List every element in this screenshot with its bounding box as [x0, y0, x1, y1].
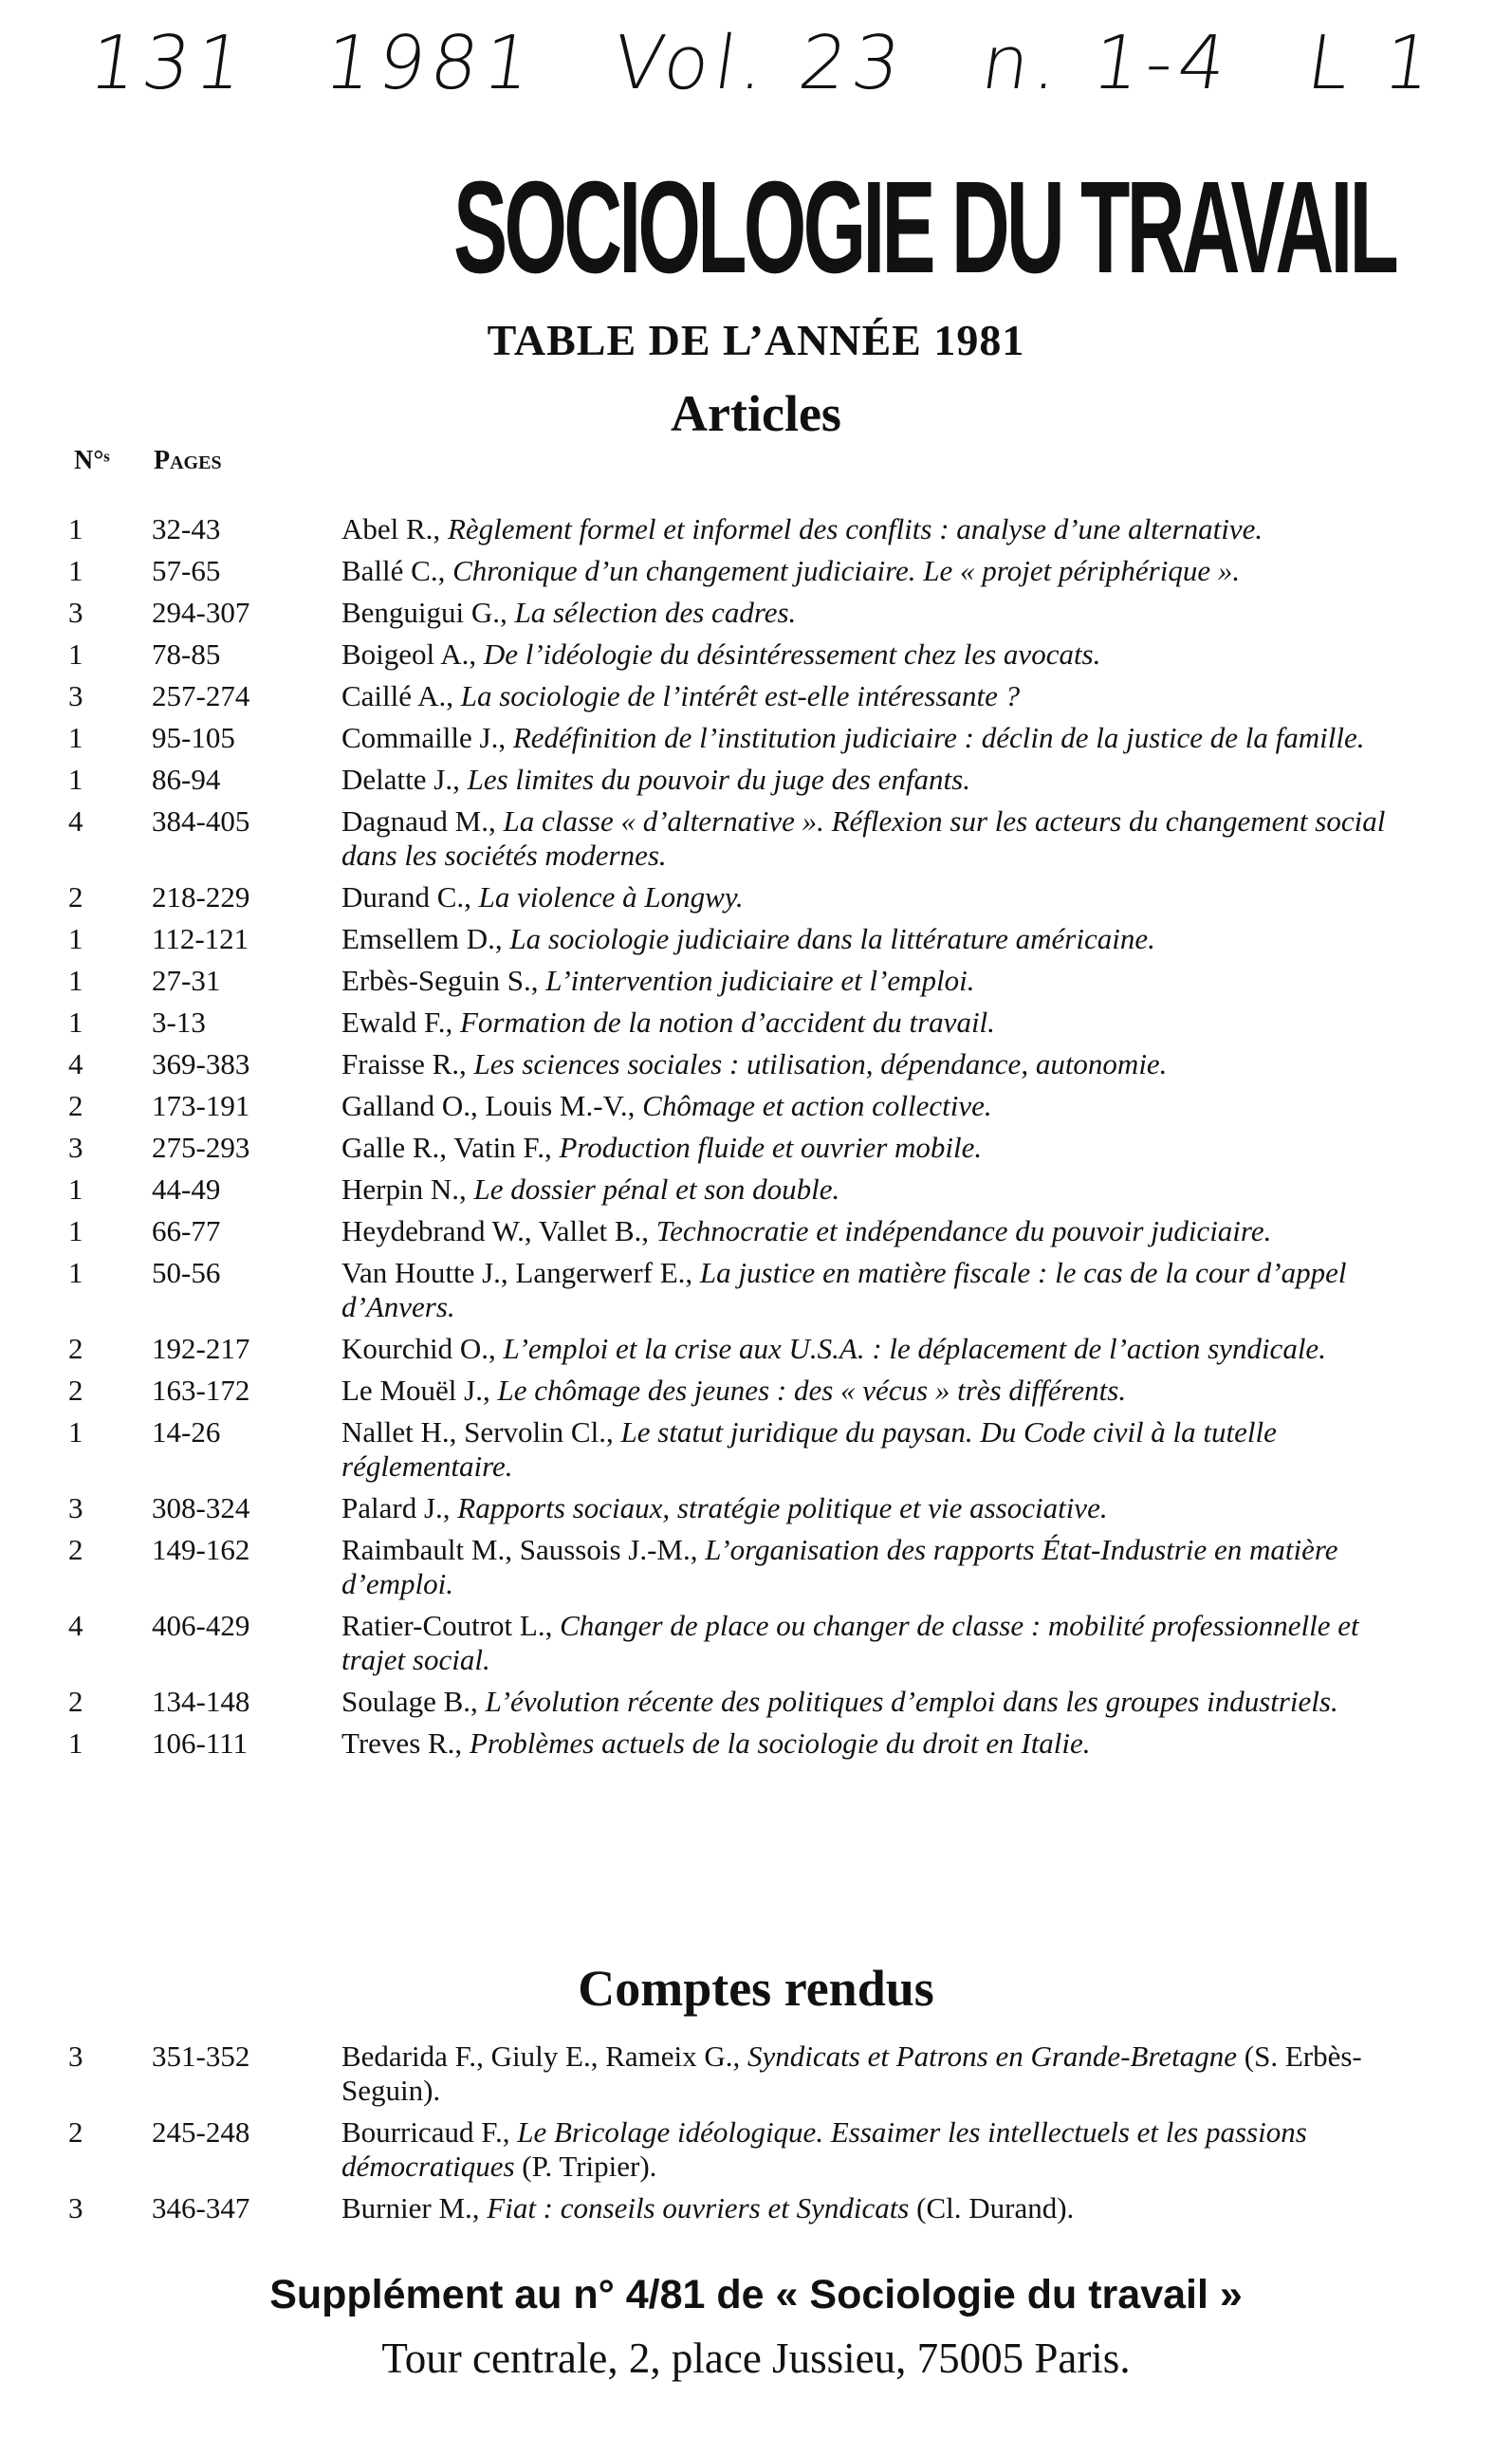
- page-range: 192-217: [152, 1332, 250, 1365]
- entry-authors: Bedarida F., Giuly E., Rameix G.,: [341, 2040, 741, 2073]
- article-row: [0, 880, 1512, 914]
- entry-text: [341, 964, 1423, 998]
- article-row: [0, 637, 1512, 672]
- issue-number: 1: [68, 964, 83, 997]
- entry-text: [341, 1089, 1423, 1123]
- entry-title: Syndicats et Patrons en Grande-Bretagne: [747, 2040, 1237, 2073]
- entry-title: La violence à Longwy.: [478, 880, 744, 914]
- entry-title: Le dossier pénal et son double.: [473, 1172, 840, 1206]
- shelfmark-part: 131: [83, 21, 255, 106]
- entry-authors: Treves R.,: [341, 1726, 463, 1760]
- entry-text: [341, 1214, 1423, 1248]
- issue-number: 2: [68, 1533, 83, 1566]
- shelfmark-part: n. 1-4: [976, 21, 1238, 106]
- entry-authors: Emsellem D.,: [341, 922, 503, 955]
- article-row: [0, 596, 1512, 630]
- entry-authors: Ballé C.,: [341, 554, 446, 587]
- article-row: [0, 1172, 1512, 1207]
- entry-authors: Galle R., Vatin F.,: [341, 1131, 552, 1164]
- entry-text: [341, 1256, 1423, 1324]
- entry-text: [341, 2040, 1423, 2108]
- entry-text: [341, 1533, 1423, 1601]
- reviews-heading: Comptes rendus: [578, 1960, 934, 2017]
- entry-authors: Van Houtte J., Langerwerf E.,: [341, 1256, 693, 1289]
- footer-address: Tour centrale, 2, place Jussieu, 75005 Paris.: [381, 2335, 1131, 2382]
- review-row: [0, 2115, 1512, 2184]
- entry-text: [341, 1374, 1423, 1408]
- page-range: 106-111: [152, 1726, 249, 1760]
- entry-authors: Palard J.,: [341, 1491, 451, 1524]
- entry-title: La sociologie judiciaire dans la littérature américaine.: [509, 922, 1155, 955]
- entry-text: [341, 804, 1423, 873]
- issue-number: 4: [68, 1609, 83, 1642]
- article-row: [0, 512, 1512, 546]
- issue-number: 2: [68, 1374, 83, 1407]
- issue-number: 3: [68, 1131, 83, 1164]
- entry-authors: Kourchid O.,: [341, 1332, 496, 1365]
- entry-title: Chômage et action collective.: [642, 1089, 992, 1122]
- page-range: 112-121: [152, 922, 249, 955]
- issue-number: 2: [68, 1089, 83, 1122]
- page-range: 245-248: [152, 2115, 250, 2149]
- entry-text: [341, 1332, 1423, 1366]
- entry-title: Formation de la notion d’accident du travail.: [459, 1006, 995, 1039]
- entry-authors: Nallet H., Servolin Cl.,: [341, 1415, 614, 1449]
- entry-authors: Caillé A.,: [341, 679, 453, 712]
- entry-authors: Galland O., Louis M.-V.,: [341, 1089, 636, 1122]
- entry-title: Rapports sociaux, stratégie politique et vie associative.: [457, 1491, 1108, 1524]
- entry-title: Les sciences sociales : utilisation, dépendance, autonomie.: [473, 1047, 1168, 1080]
- entry-title: L’évolution récente des politiques d’emploi dans les groupes industriels.: [485, 1685, 1338, 1718]
- entry-title: La classe « d’alternative ». Réflexion sur les acteurs du changement social dans les sociétés modernes.: [341, 804, 1386, 872]
- entry-authors: Delatte J.,: [341, 763, 460, 796]
- issue-number: 1: [68, 554, 83, 587]
- article-row: [0, 1047, 1512, 1081]
- shelfmark-part: L 1: [1301, 21, 1444, 106]
- entry-title: Fiat : conseils ouvriers et Syndicats: [487, 2191, 910, 2224]
- article-row: [0, 1726, 1512, 1761]
- page-range: 163-172: [152, 1374, 250, 1407]
- entry-text: [341, 1131, 1423, 1165]
- entry-title: Problèmes actuels de la sociologie du droit en Italie.: [469, 1726, 1091, 1760]
- entry-title: L’emploi et la crise aux U.S.A. : le déplacement de l’action syndicale.: [503, 1332, 1326, 1365]
- entry-reviewer: (P. Tripier).: [522, 2150, 657, 2183]
- entry-text: [341, 679, 1423, 713]
- issue-number: 4: [68, 804, 83, 838]
- issue-number: 1: [68, 922, 83, 955]
- entry-text: [341, 2191, 1423, 2225]
- page-range: 218-229: [152, 880, 250, 914]
- entry-text: [341, 554, 1423, 588]
- article-row: [0, 804, 1512, 873]
- entry-text: [341, 1609, 1423, 1677]
- article-row: [0, 1131, 1512, 1165]
- entry-authors: Ewald F.,: [341, 1006, 453, 1039]
- entry-title: La sociologie de l’intérêt est-elle intéressante ?: [460, 679, 1021, 712]
- entry-reviewer: (Cl. Durand).: [916, 2191, 1075, 2224]
- issue-number: 1: [68, 1415, 83, 1449]
- entry-text: [341, 596, 1423, 630]
- page-range: 95-105: [152, 721, 235, 754]
- entry-title: Redéfinition de l’institution judiciaire : déclin de la justice de la famille.: [512, 721, 1365, 754]
- article-row: [0, 1214, 1512, 1248]
- page-range: 27-31: [152, 964, 221, 997]
- page-range: 44-49: [152, 1172, 221, 1206]
- page-range: 86-94: [152, 763, 221, 796]
- page-range: 3-13: [152, 1006, 206, 1039]
- entry-authors: Le Mouël J.,: [341, 1374, 490, 1407]
- entry-text: [341, 922, 1423, 956]
- article-row: [0, 1256, 1512, 1324]
- handwritten-shelfmark: [84, 21, 1444, 106]
- entry-authors: Commaille J.,: [341, 721, 507, 754]
- article-row: [0, 964, 1512, 998]
- entry-authors: Ratier-Coutrot L.,: [341, 1609, 553, 1642]
- issue-number: 4: [68, 1047, 83, 1080]
- reviews-list: [0, 2040, 1512, 2233]
- entry-authors: Heydebrand W., Vallet B.,: [341, 1214, 650, 1247]
- issue-number: 1: [68, 1172, 83, 1206]
- entry-text: [341, 880, 1423, 914]
- table-subtitle: TABLE DE L’ANNÉE 1981: [487, 316, 1025, 364]
- entry-title: Règlement formel et informel des conflits : analyse d’une alternative.: [447, 512, 1263, 545]
- page-range: 149-162: [152, 1533, 250, 1566]
- issue-number: 3: [68, 2191, 83, 2224]
- article-row: [0, 679, 1512, 713]
- review-row: [0, 2040, 1512, 2108]
- article-row: [0, 1533, 1512, 1601]
- page-range: 294-307: [152, 596, 250, 629]
- page-range: 134-148: [152, 1685, 250, 1718]
- issue-number: 3: [68, 2040, 83, 2073]
- journal-title: SOCIOLOGIE DU TRAVAIL: [453, 155, 1396, 301]
- entry-text: [341, 1726, 1423, 1761]
- entry-title: Technocratie et indépendance du pouvoir judiciaire.: [655, 1214, 1272, 1247]
- page-range: 351-352: [152, 2040, 250, 2073]
- review-row: [0, 2191, 1512, 2225]
- article-row: [0, 554, 1512, 588]
- entry-title: De l’idéologie du désintéressement chez les avocats.: [483, 637, 1101, 671]
- entry-authors: Burnier M.,: [341, 2191, 480, 2224]
- issue-number: 2: [68, 1332, 83, 1365]
- page-range: 384-405: [152, 804, 250, 838]
- entry-text: [341, 512, 1423, 546]
- article-row: [0, 1089, 1512, 1123]
- column-header-number: N°ˢ: [74, 446, 110, 475]
- entry-text: [341, 721, 1423, 755]
- page-range: 57-65: [152, 554, 221, 587]
- issue-number: 2: [68, 880, 83, 914]
- entry-title: Production fluide et ouvrier mobile.: [559, 1131, 983, 1164]
- entry-title: Le statut juridique du paysan. Du Code civil à la tutelle réglementaire.: [341, 1415, 1277, 1483]
- entry-title: Les limites du pouvoir du juge des enfants.: [467, 763, 970, 796]
- entry-authors: Erbès-Seguin S.,: [341, 964, 539, 997]
- entry-authors: Durand C.,: [341, 880, 471, 914]
- article-row: [0, 1609, 1512, 1677]
- entry-title: La sélection des cadres.: [514, 596, 797, 629]
- entry-title: Le chômage des jeunes : des « vécus » très différents.: [497, 1374, 1127, 1407]
- page-range: 406-429: [152, 1609, 250, 1642]
- article-row: [0, 721, 1512, 755]
- entry-title: L’intervention judiciaire et l’emploi.: [545, 964, 975, 997]
- entry-text: [341, 1415, 1423, 1484]
- page-range: 14-26: [152, 1415, 221, 1449]
- page-range: 346-347: [152, 2191, 250, 2224]
- entry-authors: Abel R.,: [341, 512, 441, 545]
- entry-text: [341, 1491, 1423, 1525]
- entry-authors: Benguigui G.,: [341, 596, 507, 629]
- entry-text: [341, 1685, 1423, 1719]
- article-row: [0, 1006, 1512, 1040]
- entry-title: Changer de place ou changer de classe : mobilité professionnelle et trajet social.: [341, 1609, 1359, 1676]
- issue-number: 1: [68, 1256, 83, 1289]
- entry-authors: Soulage B.,: [341, 1685, 478, 1718]
- issue-number: 1: [68, 1006, 83, 1039]
- issue-number: 3: [68, 1491, 83, 1524]
- entry-authors: Bourricaud F.,: [341, 2115, 510, 2149]
- issue-number: 1: [68, 637, 83, 671]
- page-range: 308-324: [152, 1491, 250, 1524]
- entry-text: [341, 1047, 1423, 1081]
- issue-number: 3: [68, 596, 83, 629]
- entry-authors: Raimbault M., Saussois J.-M.,: [341, 1533, 698, 1566]
- entry-title: L’organisation des rapports État-Industrie en matière d’emploi.: [341, 1533, 1338, 1600]
- article-row: [0, 1685, 1512, 1719]
- issue-number: 2: [68, 2115, 83, 2149]
- issue-number: 1: [68, 721, 83, 754]
- entry-title: La justice en matière fiscale : le cas de la cour d’appel d’Anvers.: [341, 1256, 1347, 1323]
- entry-text: [341, 763, 1423, 797]
- page-range: 369-383: [152, 1047, 250, 1080]
- issue-number: 3: [68, 679, 83, 712]
- page-range: 275-293: [152, 1131, 250, 1164]
- issue-number: 2: [68, 1685, 83, 1718]
- page-range: 32-43: [152, 512, 221, 545]
- footer-supplement: Supplément au n° 4/81 de « Sociologie du travail »: [269, 2272, 1243, 2317]
- article-row: [0, 1374, 1512, 1408]
- entry-reviewer: (S. Erbès-Seguin).: [341, 2040, 1362, 2107]
- entry-authors: Dagnaud M.,: [341, 804, 496, 838]
- shelfmark-part: Vol. 23: [607, 21, 912, 106]
- page-range: 50-56: [152, 1256, 221, 1289]
- issue-number: 1: [68, 763, 83, 796]
- page-range: 173-191: [152, 1089, 250, 1122]
- article-row: [0, 922, 1512, 956]
- article-row: [0, 1332, 1512, 1366]
- entry-text: [341, 637, 1423, 672]
- article-row: [0, 1491, 1512, 1525]
- entry-text: [341, 1006, 1423, 1040]
- articles-heading: Articles: [671, 385, 841, 442]
- issue-number: 1: [68, 1214, 83, 1247]
- article-row: [0, 1415, 1512, 1484]
- page-range: 66-77: [152, 1214, 221, 1247]
- page-range: 78-85: [152, 637, 221, 671]
- entry-title: Le Bricolage idéologique. Essaimer les intellectuels et les passions démocratiques: [341, 2115, 1307, 2183]
- entry-authors: Fraisse R.,: [341, 1047, 467, 1080]
- entry-authors: Herpin N.,: [341, 1172, 467, 1206]
- issue-number: 1: [68, 1726, 83, 1760]
- issue-number: 1: [68, 512, 83, 545]
- entry-text: [341, 2115, 1423, 2184]
- articles-list: [0, 512, 1512, 1768]
- page-range: 257-274: [152, 679, 250, 712]
- column-header-pages: Pages: [154, 446, 222, 475]
- entry-title: Chronique d’un changement judiciaire. Le « projet périphérique ».: [452, 554, 1241, 587]
- entry-authors: Boigeol A.,: [341, 637, 477, 671]
- entry-text: [341, 1172, 1423, 1207]
- shelfmark-part: 1981: [319, 21, 543, 106]
- article-row: [0, 763, 1512, 797]
